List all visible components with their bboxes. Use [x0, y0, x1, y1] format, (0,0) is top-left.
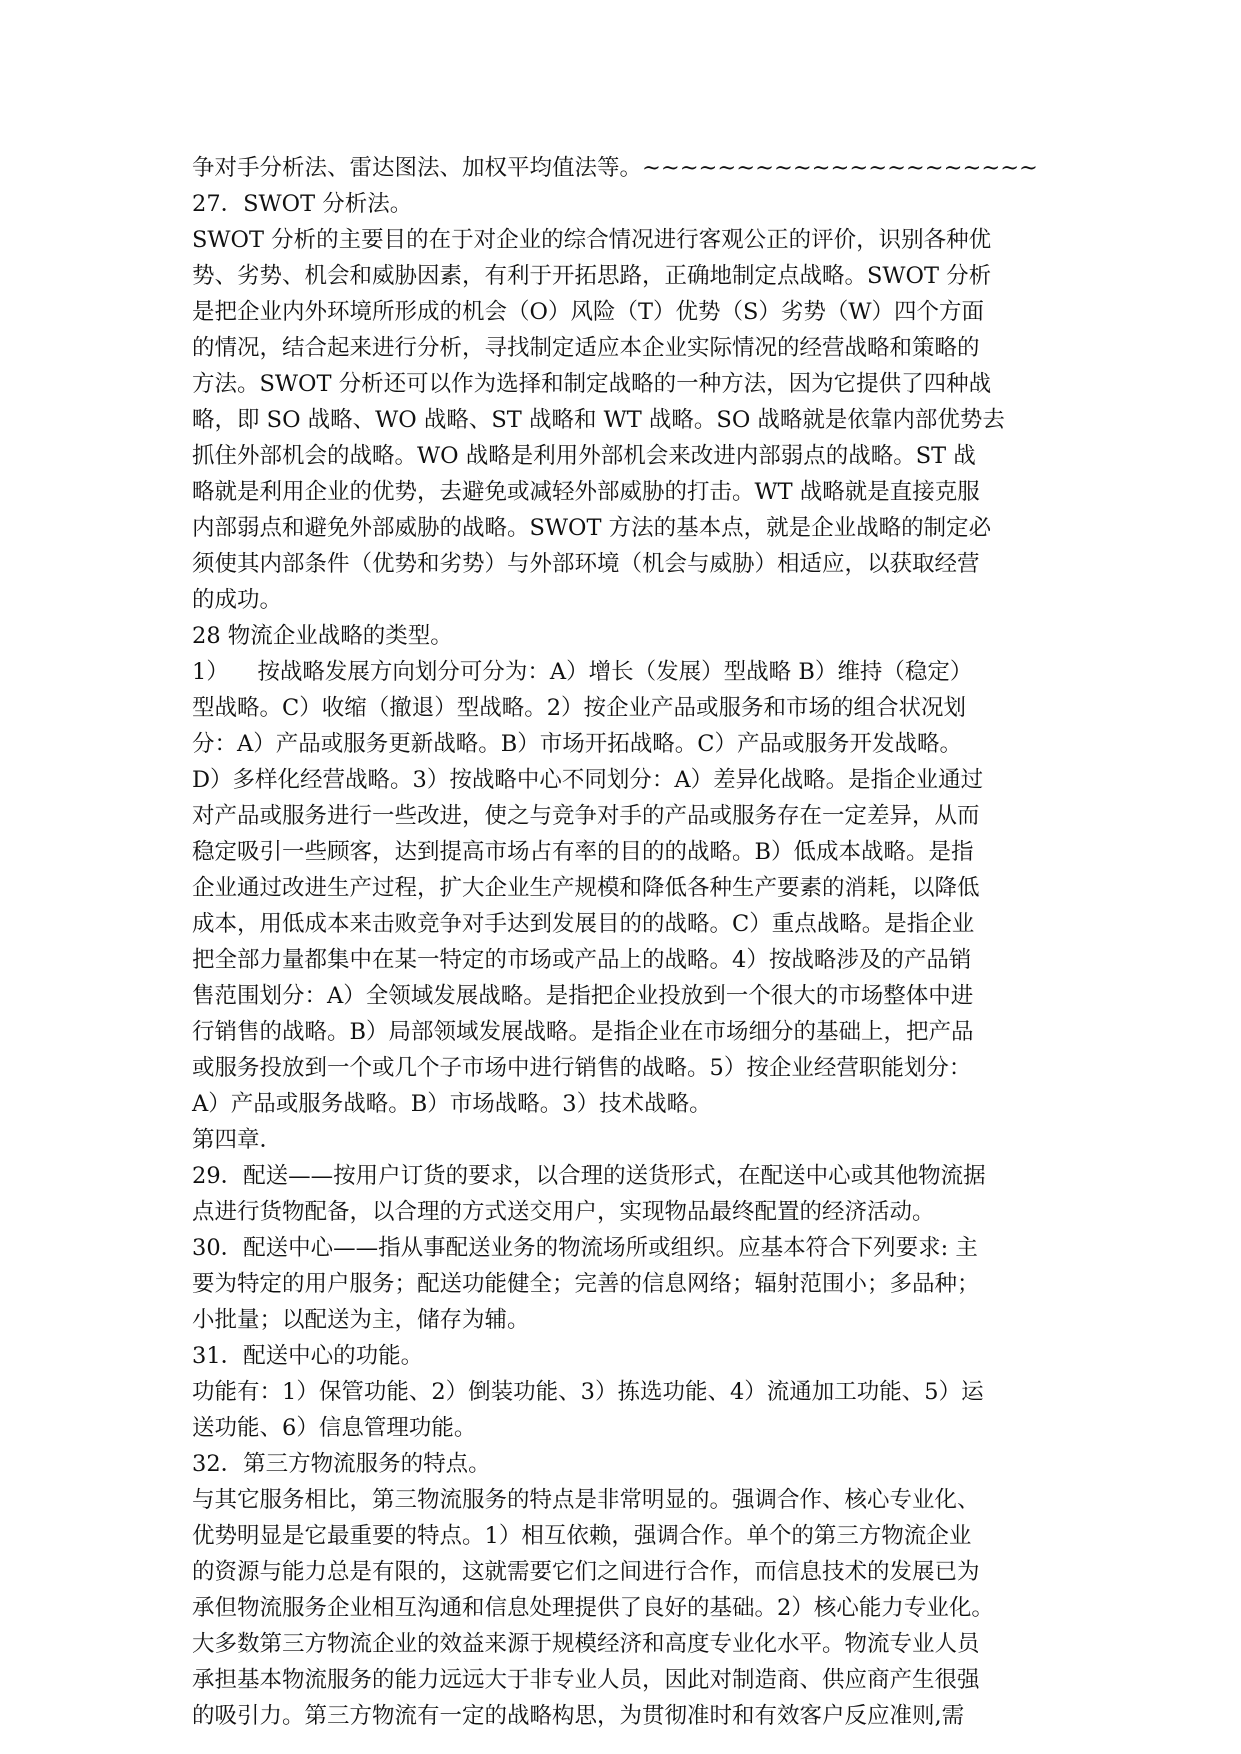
- text-line: 的成功。: [192, 587, 283, 613]
- text-line: 30．配送中心——指从事配送业务的物流场所或组织。应基本符合下列要求: 主: [192, 1235, 978, 1261]
- text-line: 1） 按战略发展方向划分可分为：A）增长（发展）型战略 B）维持（稳定）: [192, 659, 973, 685]
- text-line: 送功能、6）信息管理功能。: [192, 1415, 477, 1441]
- text-line: 稳定吸引一些顾客，达到提高市场占有率的目的的战略。B）低成本战略。是指: [192, 839, 974, 865]
- text-line: 功能有：1）保管功能、2）倒装功能、3）拣选功能、4）流通加工功能、5）运: [192, 1379, 984, 1405]
- text-line: 型战略。C）收缩（撤退）型战略。2）按企业产品或服务和市场的组合状况划: [192, 695, 967, 721]
- text-line: 行销售的战略。B）局部领域发展战略。是指企业在市场细分的基础上，把产品: [192, 1019, 974, 1045]
- text-line: SWOT 分析的主要目的在于对企业的综合情况进行客观公正的评价，识别各种优: [192, 227, 992, 253]
- text-line: 势、劣势、机会和威胁因素，有利于开拓思路，正确地制定点战略。SWOT 分析: [192, 263, 992, 289]
- text-line: 承但物流服务企业相互沟通和信息处理提供了良好的基础。2）核心能力专业化。: [192, 1595, 994, 1621]
- text-line: 要为特定的用户服务；配送功能健全；完善的信息网络；辐射范围小；多品种；: [192, 1271, 980, 1297]
- text-line: 32．第三方物流服务的特点。: [192, 1451, 491, 1477]
- text-line: 略就是利用企业的优势，去避免或减轻外部威胁的打击。WT 战略就是直接克服: [192, 479, 980, 505]
- text-line: 大多数第三方物流企业的效益来源于规模经济和高度专业化水平。物流专业人员: [192, 1631, 980, 1657]
- text-line: 的情况，结合起来进行分析，寻找制定适应本企业实际情况的经营战略和策略的: [192, 335, 980, 361]
- text-line: A）产品或服务战略。B）市场战略。3）技术战略。: [192, 1091, 712, 1117]
- text-line: 是把企业内外环境所形成的机会（O）风险（T）优势（S）劣势（W）四个方面: [192, 299, 984, 325]
- text-line: 27．SWOT 分析法。: [192, 191, 413, 217]
- text-line: 企业通过改进生产过程，扩大企业生产规模和降低各种生产要素的消耗，以降低: [192, 875, 980, 901]
- text-line: D）多样化经营战略。3）按战略中心不同划分：A）差异化战略。是指企业通过: [192, 767, 984, 793]
- text-line: 分：A）产品或服务更新战略。B）市场开拓战略。C）产品或服务开发战略。: [192, 731, 963, 757]
- text-line: 略，即 SO 战略、WO 战略、ST 战略和 WT 战略。SO 战略就是依靠内部优势去: [192, 407, 1005, 433]
- text-line: 28 物流企业战略的类型。: [192, 623, 453, 649]
- text-line: 承担基本物流服务的能力远远大于非专业人员，因此对制造商、供应商产生很强: [192, 1667, 980, 1693]
- text-line: 的吸引力。第三方物流有一定的战略构思，为贯彻准时和有效客户反应准则,需: [192, 1703, 965, 1729]
- text-line: 或服务投放到一个或几个子市场中进行销售的战略。5）按企业经营职能划分：: [192, 1055, 972, 1081]
- text-line: 把全部力量都集中在某一特定的市场或产品上的战略。4）按战略涉及的产品销: [192, 947, 972, 973]
- text-line: 29．配送——按用户订货的要求，以合理的送货形式，在配送中心或其他物流据: [192, 1163, 986, 1189]
- text-line: 对产品或服务进行一些改进，使之与竞争对手的产品或服务存在一定差异，从而: [192, 803, 980, 829]
- text-line: 第四章．: [192, 1127, 283, 1153]
- text-line: 须使其内部条件（优势和劣势）与外部环境（机会与威胁）相适应，以获取经营: [192, 551, 980, 577]
- text-line: 31．配送中心的功能。: [192, 1343, 424, 1369]
- text-line: 方法。SWOT 分析还可以作为选择和制定战略的一种方法，因为它提供了四种战: [192, 371, 992, 397]
- text-line: 的资源与能力总是有限的，这就需要它们之间进行合作，而信息技术的发展已为: [192, 1559, 980, 1585]
- text-line: 售范围划分：A）全领域发展战略。是指把企业投放到一个很大的市场整体中进: [192, 983, 974, 1009]
- text-line: 成本，用低成本来击败竞争对手达到发展目的的战略。C）重点战略。是指企业: [192, 911, 975, 937]
- text-line: 小批量；以配送为主，储存为辅。: [192, 1307, 530, 1333]
- text-line: 与其它服务相比，第三物流服务的特点是非常明显的。强调合作、核心专业化、: [192, 1487, 980, 1513]
- text-line: 点进行货物配备，以合理的方式送交用户，实现物品最终配置的经济活动。: [192, 1199, 935, 1225]
- text-line: 优势明显是它最重要的特点。1）相互依赖，强调合作。单个的第三方物流企业: [192, 1523, 972, 1549]
- text-line: 内部弱点和避免外部威胁的战略。SWOT 方法的基本点，就是企业战略的制定必: [192, 515, 992, 541]
- document-body: [192, 150, 1050, 1734]
- text-line: 争对手分析法、雷达图法、加权平均值法等。~~~~~~~~~~~~~~~~~~~~~: [192, 155, 1038, 181]
- text-line: 抓住外部机会的战略。WO 战略是利用外部机会来改进内部弱点的战略。ST 战: [192, 443, 976, 469]
